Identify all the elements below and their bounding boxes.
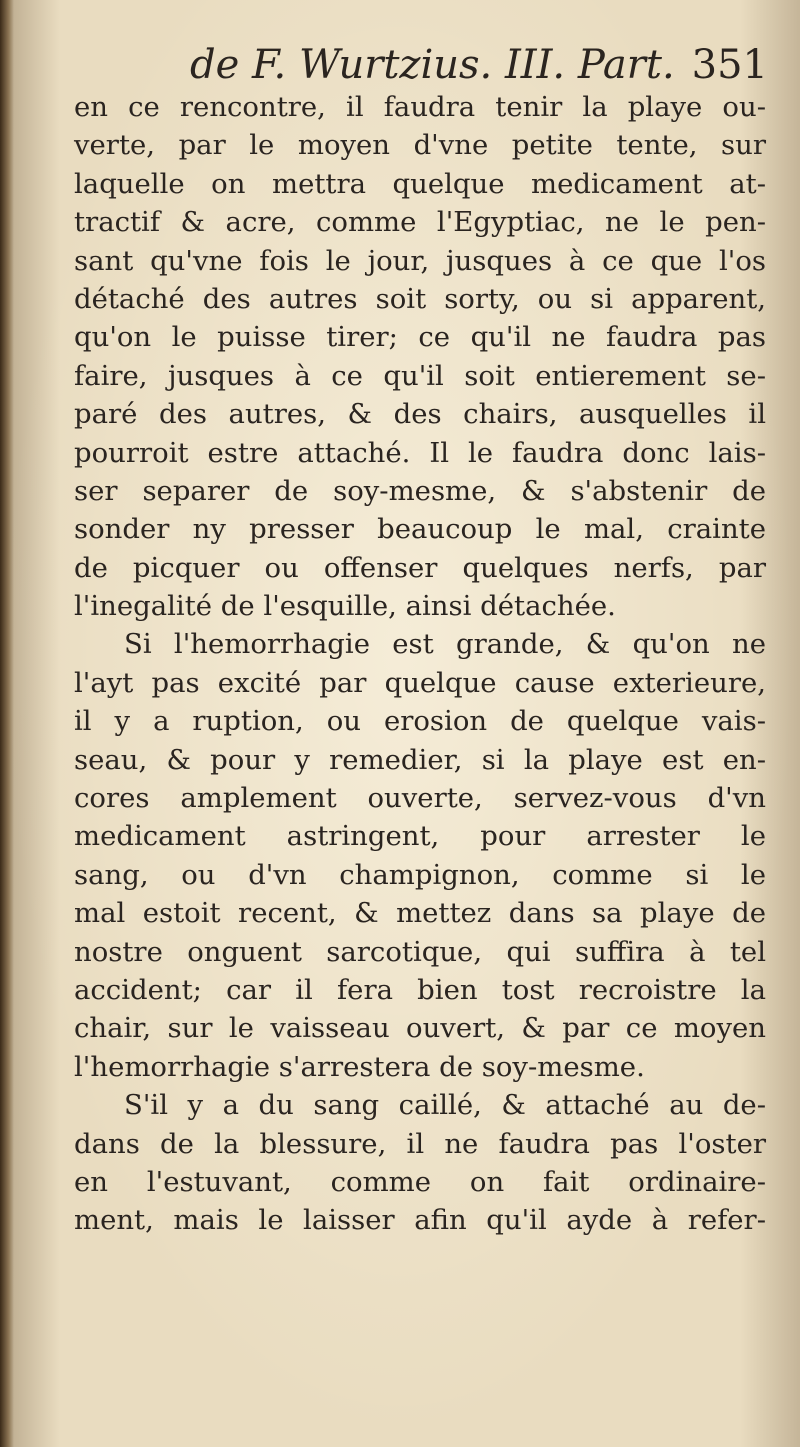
text-line: ser separer de soy-mesme, & s'abstenir de [74,474,766,507]
text-line: l'inegalité de l'esquille, ainsi détachée. [74,590,616,623]
text-line: qu'on le puisse tirer; ce qu'il ne faudra pas [74,321,766,354]
page-number: 351 [691,42,768,88]
running-title: de F. Wurtzius. III. Part. [190,42,675,88]
text-line: nostre onguent sarcotique, qui suffira à tel [74,935,766,968]
text-line: dans de la blessure, il ne faudra pas l'oster [74,1127,766,1160]
text-line: faire, jusques à ce qu'il soit entierement se- [74,359,766,392]
text-line: Si l'hemorrhagie est grande, & qu'on ne [124,628,766,661]
text-line: chair, sur le vaisseau ouvert, & par ce moyen [74,1012,766,1045]
text-line: seau, & pour y remedier, si la playe est en- [74,743,766,776]
text-line: en l'estuvant, comme on fait ordinaire- [74,1165,766,1198]
text-line: ment, mais le laisser afin qu'il ayde à refer- [74,1204,766,1237]
text-line: détaché des autres soit sorty, ou si apparent, [74,282,766,315]
running-header [190,38,780,92]
text-line: S'il y a du sang caillé, & attaché au de- [124,1089,766,1122]
text-line: en ce rencontre, il faudra tenir la playe ou- [74,91,766,123]
binding-gutter [0,0,14,1447]
text-line: sonder ny presser beaucoup le mal, crainte [74,513,766,546]
text-line: tractif & acre, comme l'Egyptiac, ne le pen- [74,206,766,239]
text-line: paré des autres, & des chairs, ausquelles il [74,398,766,431]
text-line: accident; car il fera bien tost recroistre la [74,973,766,1006]
text-line: mal estoit recent, & mettez dans sa playe de [74,897,766,930]
text-line: verte, par le moyen d'vne petite tente, sur [74,129,766,162]
text-line: l'hemorrhagie s'arrestera de soy-mesme. [74,1050,645,1083]
text-line: de picquer ou offenser quelques nerfs, par [74,551,766,584]
text-line: l'ayt pas excité par quelque cause exterieure, [74,666,766,699]
text-line: sant qu'vne fois le jour, jusques à ce que l'os [74,244,766,277]
text-line: pourroit estre attaché. Il le faudra donc lais- [74,436,766,469]
text-line: cores amplement ouverte, servez-vous d'vn [74,782,766,815]
body-text [74,88,766,1240]
text-line: sang, ou d'vn champignon, comme si le [74,858,766,891]
text-line: medicament astringent, pour arrester le [74,820,766,853]
text-line: il y a ruption, ou erosion de quelque vais- [74,705,766,738]
text-line: laquelle on mettra quelque medicament at- [74,167,766,200]
